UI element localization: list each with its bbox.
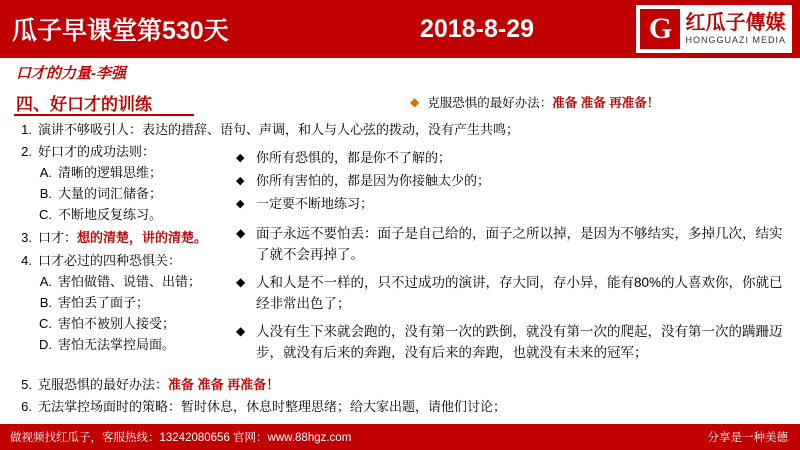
- sub-list-marker: A.: [39, 274, 52, 289]
- list-item: [10, 375, 790, 395]
- diamond-bullet-icon: ◆: [410, 95, 420, 109]
- sub-list-text: 害怕无法掌控局面。: [58, 337, 176, 352]
- sub-list-marker: A.: [39, 165, 52, 180]
- section-note-highlight: 准备 准备 再准备！: [552, 96, 660, 110]
- section-underline: [14, 114, 194, 116]
- list-item: [10, 120, 790, 140]
- list-text: 演讲不够吸引人：表达的措辞、语句、声调，和人与人心弦的拨动，没有产生共鸣；: [38, 122, 520, 137]
- bullet-item: [236, 272, 786, 314]
- sub-list-marker: C.: [39, 207, 52, 222]
- list-item: [10, 142, 235, 162]
- list-marker: 1.: [21, 122, 32, 137]
- footer-slogan: 分享是一种美德: [707, 432, 788, 444]
- sub-list-text: 害怕不被别人接受；: [58, 316, 176, 331]
- bullet-text: 一定要不断地练习；: [256, 196, 374, 211]
- section-note: [410, 93, 659, 111]
- sub-list-item: [10, 163, 235, 183]
- section-heading-row: [0, 90, 800, 116]
- logo-text: [685, 13, 786, 46]
- list-item: [10, 228, 235, 248]
- sub-list-item: [10, 205, 235, 225]
- bullet-item: [236, 321, 786, 363]
- sub-list-marker: C.: [39, 316, 52, 331]
- sub-list-text: 大量的词汇储备；: [58, 186, 163, 201]
- header-title: 瓜子早课堂第530天: [12, 17, 229, 45]
- right-column: [236, 148, 786, 370]
- sub-list-item: [10, 272, 235, 292]
- brand-logo: [636, 5, 792, 53]
- list-text: 无法掌控场面时的策略：暂时休息，休息时整理思绪；给大家出题，请他们讨论；: [38, 399, 507, 414]
- sub-list-marker: B.: [39, 295, 52, 310]
- diamond-bullet-icon: ◆: [236, 226, 246, 240]
- sub-list-text: 清晰的逻辑思维；: [58, 165, 163, 180]
- bullet-item: [236, 171, 786, 191]
- list-item: [10, 251, 235, 271]
- list-text-highlight: 准备 准备 再准备！: [168, 377, 280, 392]
- section-note-text: 克服恐惧的最好办法：: [427, 96, 553, 110]
- bullet-text: 人没有生下来就会跑的，没有第一次的跌倒，就没有第一次的爬起，没有第一次的蹒跚迈步，就没有后来的奔跑，没有后来的奔跑，也就没有未来的冠军；: [256, 324, 783, 360]
- sub-list-item: [10, 293, 235, 313]
- list-item: [10, 397, 790, 417]
- diamond-bullet-icon: ◆: [236, 275, 246, 289]
- bullet-item: [236, 148, 786, 168]
- diamond-bullet-icon: ◆: [236, 175, 245, 187]
- list-marker: 2.: [21, 144, 32, 159]
- list-text: 好口才的成功法则：: [38, 144, 156, 159]
- slide-header: [0, 0, 800, 58]
- slide-footer: [0, 424, 800, 450]
- diamond-bullet-icon: ◆: [236, 198, 245, 210]
- sub-list-item: [10, 335, 235, 355]
- bullet-item: [236, 194, 786, 214]
- sub-list-text: 害怕做错、说错、出错；: [58, 274, 202, 289]
- sub-list-marker: D.: [39, 337, 52, 352]
- list-marker: 3.: [21, 230, 32, 245]
- footer-contact: 做视频找红瓜子，客服热线：13242080656 官网：www.88hgz.com: [10, 432, 352, 444]
- sub-list-marker: B.: [39, 186, 52, 201]
- list-text: 口才必过的四种恐惧关：: [38, 253, 182, 268]
- slide-subtitle: 口才的力量-李强: [16, 65, 126, 82]
- logo-g-icon: G: [640, 9, 680, 49]
- list-marker: 5.: [21, 377, 32, 392]
- slide-body: [0, 120, 800, 420]
- bullet-text: 你所有恐惧的，都是你不了解的；: [256, 150, 452, 165]
- list-text-highlight: 想的清楚，讲的清楚。: [77, 230, 208, 245]
- sub-list-text: 不断地反复练习。: [58, 207, 163, 222]
- list-text: [38, 375, 790, 395]
- header-date: 2018-8-29: [420, 14, 534, 43]
- bullet-item: [236, 223, 786, 265]
- list-text: [38, 228, 235, 248]
- list-text-plain: 口才：: [38, 230, 78, 245]
- list-marker: 6.: [21, 399, 32, 414]
- sub-list-item: [10, 314, 235, 334]
- list-marker: 4.: [21, 253, 32, 268]
- section-title: 四、好口才的训练: [16, 95, 152, 114]
- bullet-text: 人和人是不一样的，只不过成功的演讲，存大同，存小异，能有80%的人喜欢你，你就已经非常出色了；: [256, 275, 783, 311]
- sub-list-text: 害怕丢了面子；: [58, 295, 150, 310]
- diamond-bullet-icon: ◆: [236, 152, 245, 164]
- bullet-text: 你所有害怕的，都是因为你接触太少的；: [256, 173, 491, 188]
- list-text-plain: 克服恐惧的最好办法：: [38, 377, 169, 392]
- left-column: [10, 142, 235, 356]
- diamond-bullet-icon: ◆: [236, 324, 246, 338]
- logo-chinese-name: 红瓜子傳媒: [685, 11, 786, 34]
- sub-list-item: [10, 184, 235, 204]
- logo-english-name: HONGGUAZI MEDIA: [685, 34, 786, 45]
- bullet-text: 面子永远不要怕丢：面子是自己给的，面子之所以掉，是因为不够结实，多掉几次，结实了就不会再掉了。: [256, 226, 783, 262]
